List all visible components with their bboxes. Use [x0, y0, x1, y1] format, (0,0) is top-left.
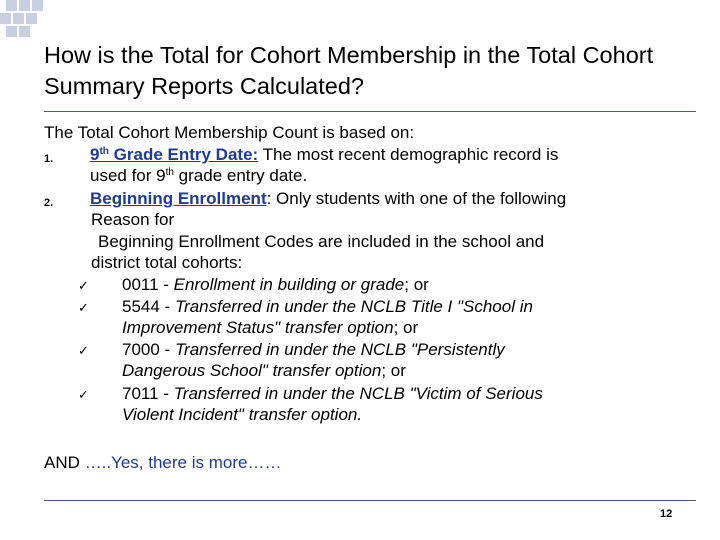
item-2-desc: : Only students with one of the following [266, 189, 567, 208]
and-more-text: AND …..Yes, there is more…… [44, 453, 282, 472]
footer-divider [44, 500, 696, 501]
item-2-line-4: district total cohorts: [91, 253, 243, 272]
code-number: 7011 [122, 384, 159, 403]
check-icon: ✓ [78, 344, 89, 359]
check-icon: ✓ [78, 279, 89, 294]
item-1-desc: The most recent demographic record is [258, 145, 559, 164]
code-5544-line: 5544 - Transferred in under the NCLB Title I "School in [122, 297, 533, 316]
check-icon: ✓ [78, 388, 89, 403]
item-2-line-2: Reason for [91, 210, 175, 229]
code-number: 0011 [122, 275, 159, 294]
item-1-term: 9th Grade Entry Date: [90, 145, 259, 164]
intro-text: The Total Cohort Membership Count is based on: [44, 123, 415, 142]
item-1-line-2: used for 9th grade entry date. [90, 166, 308, 185]
code-number: 5544 [122, 297, 160, 316]
code-7000-line-2: Dangerous School" transfer option; or [122, 361, 406, 380]
code-7011-line: 7011 - Transferred in under the NCLB "Victim of Serious [122, 384, 543, 403]
code-7000-line: 7000 - Transferred in under the NCLB "Persistently [122, 340, 505, 359]
item-2-term: Beginning Enrollment [90, 189, 267, 208]
item-2-line-3: Beginning Enrollment Codes are included in the school and [98, 232, 545, 251]
check-icon: ✓ [78, 301, 89, 316]
slide-title: How is the Total for Cohort Membership in the Total Cohort Summary Reports Calculated? [44, 42, 654, 99]
code-0011-line: 0011 - Enrollment in building or grade; or [122, 275, 429, 294]
code-number: 7000 [122, 340, 160, 359]
item-1-line [90, 144, 558, 166]
code-7011-line-2: Violent Incident" transfer option. [122, 405, 363, 424]
page-number: 12 [660, 508, 673, 520]
item-2-line [90, 188, 566, 210]
item-1-number: 1. [44, 153, 54, 165]
title-divider [44, 111, 696, 112]
item-2-number: 2. [44, 197, 54, 209]
code-5544-line-2: Improvement Status" transfer option; or [122, 318, 419, 337]
